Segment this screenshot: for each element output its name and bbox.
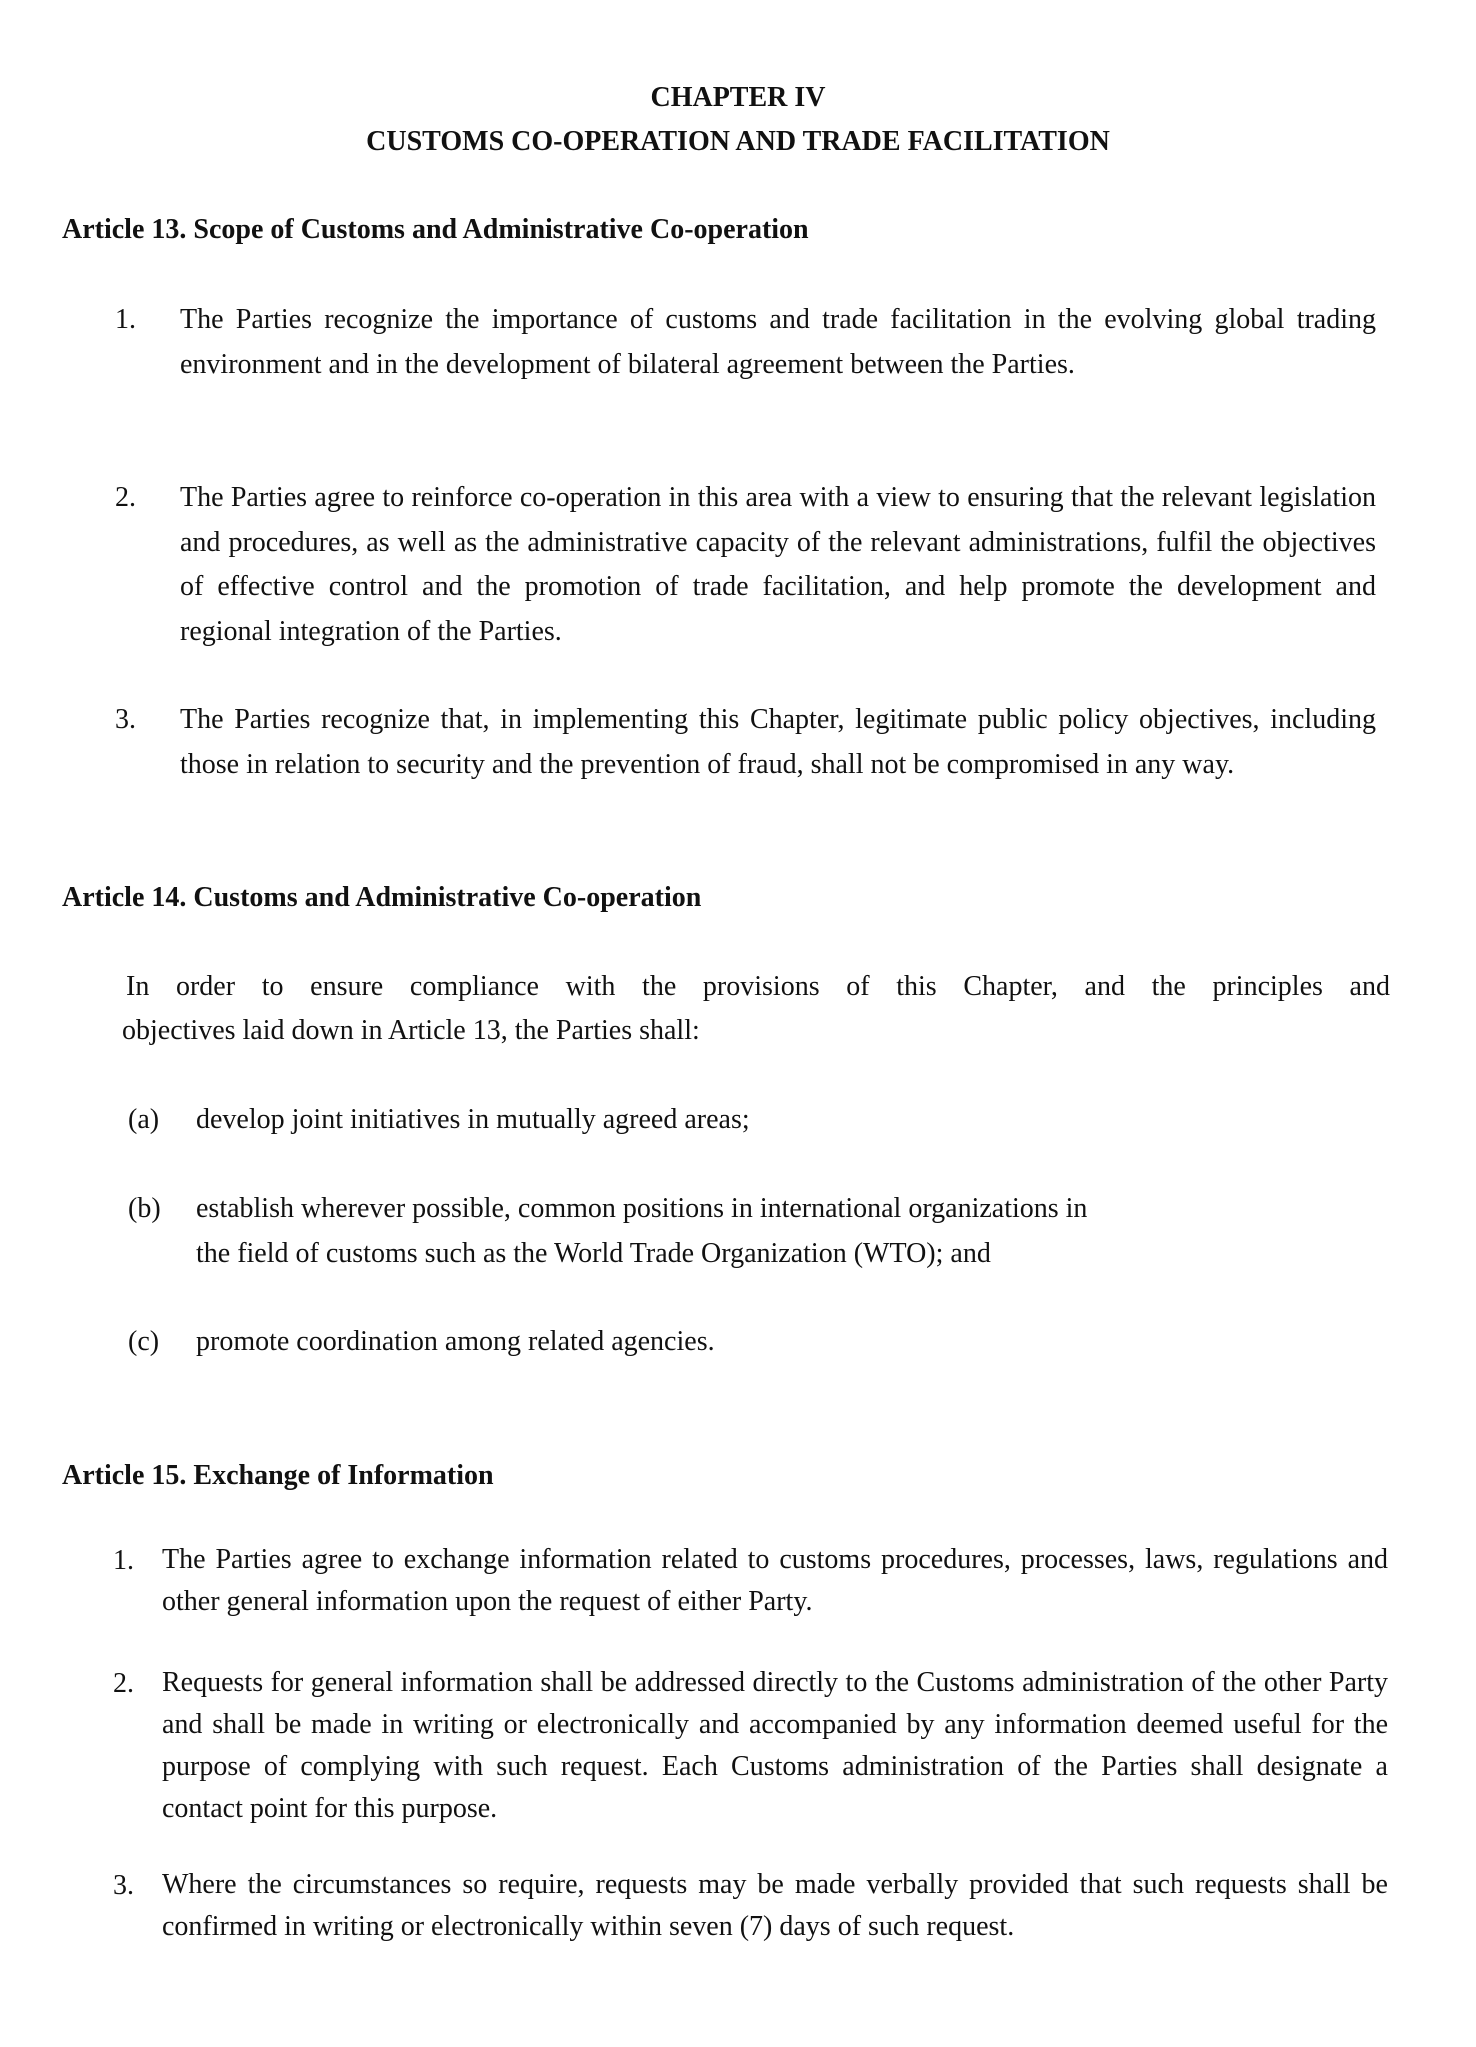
item-label: (b) — [128, 1193, 161, 1224]
chapter-title: CUSTOMS CO-OPERATION AND TRADE FACILITATION — [366, 126, 1110, 157]
item-number: 1. — [113, 1545, 134, 1576]
item-number: 1. — [115, 304, 136, 335]
item-text: promote coordination among related agencies. — [196, 1326, 715, 1357]
item-text: The Parties recognize the importance of customs and trade facilitation in the evolving global trading environment and in the development of bilateral agreement between the Parties. — [180, 304, 1376, 380]
item-text: The Parties agree to exchange information related to customs procedures, processes, laws, regulations and other general information upon the request of either Party. — [162, 1544, 1388, 1617]
item-text: Requests for general information shall be addressed directly to the Customs administration of the other Party and shall be made in writing or electronically and accompanied by any information deemed useful for the purpose of complying with such request. Each Customs administration of the Parties shall designate a contact point for this purpose. — [162, 1667, 1388, 1824]
chapter-number: CHAPTER IV — [650, 82, 826, 113]
article-14-intro-line-2: objectives laid down in Article 13, the Parties shall: — [122, 1015, 700, 1046]
item-text: develop joint initiatives in mutually agreed areas; — [196, 1104, 750, 1135]
item-number: 3. — [113, 1870, 134, 1901]
item-text: Where the circumstances so require, requests may be made verbally provided that such requests shall be confirmed in writing or electronically within seven (7) days of such request. — [162, 1869, 1388, 1942]
article-14-intro-line-1: In order to ensure compliance with the provisions of this Chapter, and the principles and — [126, 971, 1390, 1002]
item-text: The Parties recognize that, in implementing this Chapter, legitimate public policy objectives, including those in relation to security and the prevention of fraud, shall not be compromised in any way. — [180, 704, 1376, 780]
item-text-line-2: the field of customs such as the World Trade Organization (WTO); and — [196, 1238, 991, 1269]
item-label: (c) — [128, 1326, 160, 1357]
item-text-line-1: establish wherever possible, common positions in international organizations in — [196, 1193, 1088, 1224]
item-label: (a) — [128, 1104, 160, 1135]
item-text: The Parties agree to reinforce co-operation in this area with a view to ensuring that the relevant legislation and procedures, as well as the administrative capacity of the relevant administrations, fulfil the objectives of effective control and the promotion of trade facilitation, and help promote the development and regional integration of the Parties. — [180, 482, 1376, 647]
article-15-heading: Article 15. Exchange of Information — [62, 1460, 494, 1491]
item-number: 3. — [115, 704, 136, 735]
article-13-heading: Article 13. Scope of Customs and Administrative Co-operation — [62, 214, 809, 245]
article-14-heading: Article 14. Customs and Administrative Co-operation — [62, 882, 702, 913]
item-number: 2. — [115, 482, 136, 513]
item-number: 2. — [113, 1668, 134, 1699]
